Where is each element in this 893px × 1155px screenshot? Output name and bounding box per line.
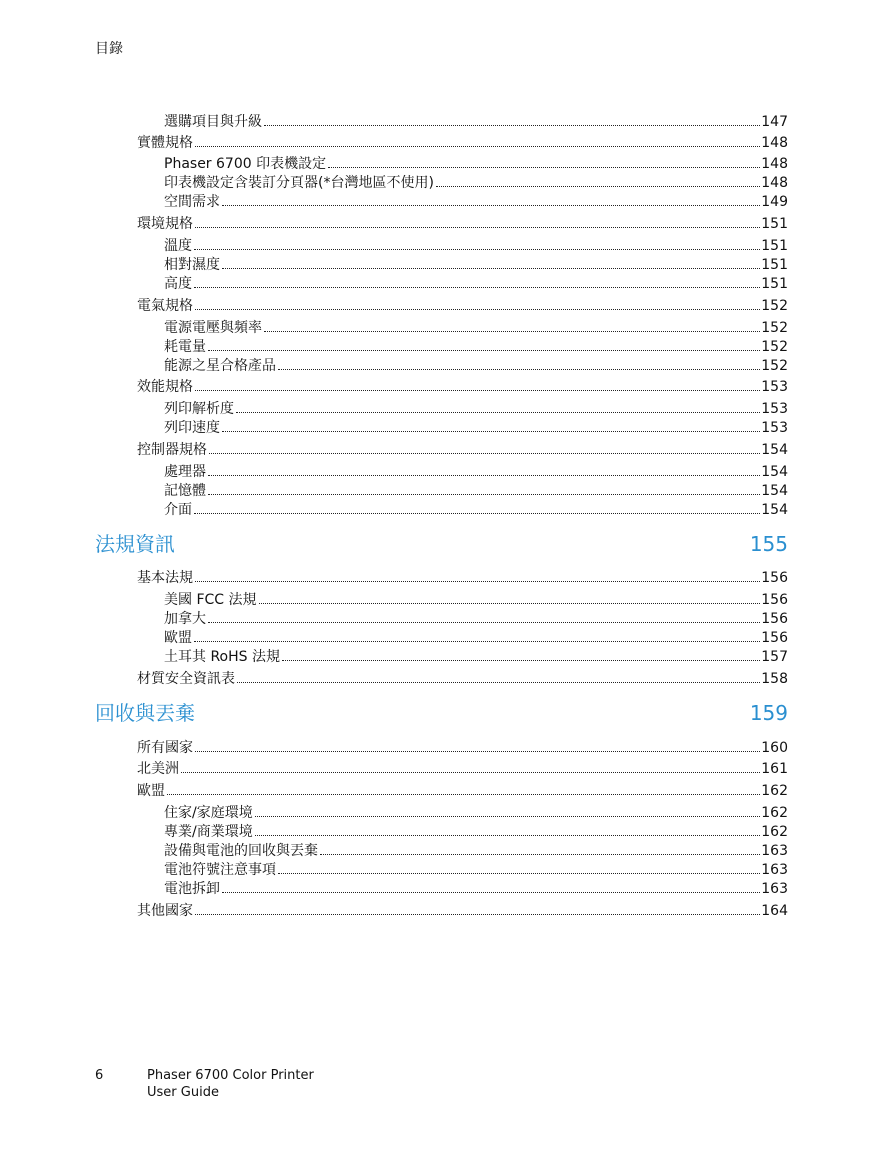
dot-leader bbox=[255, 834, 761, 836]
toc-entry-page: 158 bbox=[761, 671, 788, 687]
toc-entry-page: 163 bbox=[761, 862, 788, 878]
section-heading[interactable] bbox=[95, 532, 788, 556]
toc-entry[interactable] bbox=[164, 256, 788, 274]
toc-entry-page: 153 bbox=[761, 420, 788, 436]
dot-leader bbox=[222, 891, 760, 893]
dot-leader bbox=[208, 493, 760, 495]
toc-entry-page: 148 bbox=[761, 156, 788, 172]
toc-entry-page: 152 bbox=[761, 320, 788, 336]
toc-entry[interactable] bbox=[164, 861, 788, 879]
toc-entry[interactable] bbox=[137, 378, 788, 396]
toc-entry-label: 所有國家 bbox=[137, 740, 193, 756]
toc-entry[interactable] bbox=[137, 569, 788, 587]
toc-entry[interactable] bbox=[137, 215, 788, 233]
dot-leader bbox=[195, 145, 760, 147]
toc-entry-label: 土耳其 RoHS 法規 bbox=[164, 649, 280, 665]
section-heading-title: 法規資訊 bbox=[95, 532, 175, 556]
toc-entry[interactable] bbox=[137, 297, 788, 315]
toc-entry[interactable] bbox=[164, 357, 788, 375]
toc-entry-page: 154 bbox=[761, 442, 788, 458]
toc-entry-label: 效能規格 bbox=[137, 379, 193, 395]
toc-entry-page: 151 bbox=[761, 276, 788, 292]
toc-entry-label: 專業/商業環境 bbox=[164, 824, 253, 840]
toc-entry-label: 記憶體 bbox=[164, 483, 206, 499]
toc-entry-page: 149 bbox=[761, 194, 788, 210]
dot-leader bbox=[222, 430, 760, 432]
section-heading-page: 155 bbox=[749, 532, 788, 556]
toc-entry[interactable] bbox=[164, 648, 788, 666]
dot-leader bbox=[320, 853, 760, 855]
toc-entry[interactable] bbox=[164, 591, 788, 609]
dot-leader bbox=[278, 368, 760, 370]
dot-leader bbox=[181, 771, 760, 773]
dot-leader bbox=[208, 474, 760, 476]
toc-entry-page: 163 bbox=[761, 881, 788, 897]
toc-entry-page: 162 bbox=[761, 824, 788, 840]
toc-entry-label: 住家/家庭環境 bbox=[164, 805, 253, 821]
dot-leader bbox=[255, 815, 761, 817]
dot-leader bbox=[195, 750, 760, 752]
toc-entry[interactable] bbox=[137, 782, 788, 800]
toc-entry[interactable] bbox=[164, 842, 788, 860]
footer-page-number: 6 bbox=[95, 1068, 104, 1083]
toc-entry-label: 環境規格 bbox=[137, 216, 193, 232]
toc-entry-page: 156 bbox=[761, 630, 788, 646]
dot-leader bbox=[237, 681, 760, 683]
dot-leader bbox=[264, 124, 760, 126]
footer-product-info bbox=[147, 1067, 447, 1101]
dot-leader bbox=[222, 204, 760, 206]
toc-entry-page: 162 bbox=[761, 805, 788, 821]
toc-entry-page: 151 bbox=[761, 216, 788, 232]
toc-entry[interactable] bbox=[164, 155, 788, 173]
toc-entry-page: 162 bbox=[761, 783, 788, 799]
toc-entry-label: 介面 bbox=[164, 502, 192, 518]
dot-leader bbox=[195, 913, 760, 915]
dot-leader bbox=[194, 640, 760, 642]
toc-entry-label: 選購項目與升級 bbox=[164, 114, 262, 130]
toc-entry-label: 控制器規格 bbox=[137, 442, 207, 458]
toc-entry[interactable] bbox=[164, 880, 788, 898]
toc-entry-label: 能源之星合格產品 bbox=[164, 358, 276, 374]
dot-leader bbox=[195, 389, 760, 391]
toc-entry[interactable] bbox=[164, 823, 788, 841]
toc-entry[interactable] bbox=[164, 610, 788, 628]
toc-entry-label: 電源電壓與頻率 bbox=[164, 320, 262, 336]
toc-entry[interactable] bbox=[164, 629, 788, 647]
toc-entry[interactable] bbox=[164, 275, 788, 293]
toc-entry-label: 印表機設定含裝訂分頁器(*台灣地區不使用) bbox=[164, 175, 434, 191]
dot-leader bbox=[194, 512, 760, 514]
toc-entry-label: 列印解析度 bbox=[164, 401, 234, 417]
toc-entry[interactable] bbox=[164, 113, 788, 131]
dot-leader bbox=[328, 166, 760, 168]
dot-leader bbox=[195, 580, 760, 582]
dot-leader bbox=[222, 267, 760, 269]
toc-entry-page: 154 bbox=[761, 464, 788, 480]
toc-entry-page: 156 bbox=[761, 592, 788, 608]
toc-entry[interactable] bbox=[164, 174, 788, 192]
dot-leader bbox=[194, 248, 760, 250]
toc-entry[interactable] bbox=[137, 441, 788, 459]
toc-entry[interactable] bbox=[164, 501, 788, 519]
dot-leader bbox=[208, 349, 760, 351]
dot-leader bbox=[278, 872, 760, 874]
toc-entry[interactable] bbox=[137, 760, 788, 778]
toc-entry[interactable] bbox=[164, 338, 788, 356]
toc-entry[interactable] bbox=[164, 804, 788, 822]
toc-entry-page: 154 bbox=[761, 483, 788, 499]
dot-leader bbox=[236, 411, 760, 413]
toc-entry[interactable] bbox=[164, 419, 788, 437]
dot-leader bbox=[436, 185, 760, 187]
toc-entry-label: 歐盟 bbox=[164, 630, 192, 646]
toc-entry-page: 152 bbox=[761, 298, 788, 314]
toc-entry-page: 148 bbox=[761, 135, 788, 151]
toc-entry-label: Phaser 6700 印表機設定 bbox=[164, 156, 327, 172]
dot-leader bbox=[282, 659, 760, 661]
toc-entry-label: 設備與電池的回收與丟棄 bbox=[164, 843, 318, 859]
dot-leader bbox=[209, 452, 760, 454]
toc-entry[interactable] bbox=[164, 237, 788, 255]
toc-entry-page: 164 bbox=[761, 903, 788, 919]
toc-entry-page: 151 bbox=[761, 257, 788, 273]
toc-entry-page: 156 bbox=[761, 611, 788, 627]
toc-entry-page: 147 bbox=[761, 114, 788, 130]
dot-leader bbox=[195, 308, 760, 310]
section-heading[interactable] bbox=[95, 701, 788, 725]
toc-entry-label: 電池符號注意事項 bbox=[164, 862, 276, 878]
toc-entry[interactable] bbox=[164, 400, 788, 418]
toc-entry[interactable] bbox=[164, 193, 788, 211]
toc-entry-label: 耗電量 bbox=[164, 339, 206, 355]
toc-entry[interactable] bbox=[164, 463, 788, 481]
toc-entry[interactable] bbox=[137, 134, 788, 152]
toc-entry-label: 基本法規 bbox=[137, 570, 193, 586]
toc-entry-page: 163 bbox=[761, 843, 788, 859]
toc-entry-label: 溫度 bbox=[164, 238, 192, 254]
toc-entry-label: 高度 bbox=[164, 276, 192, 292]
footer-guide-name: User Guide bbox=[147, 1085, 219, 1100]
toc-entry-page: 153 bbox=[761, 401, 788, 417]
dot-leader bbox=[259, 602, 761, 604]
toc-entry-label: 列印速度 bbox=[164, 420, 220, 436]
toc-entry-label: 電池拆卸 bbox=[164, 881, 220, 897]
section-heading-page: 159 bbox=[749, 701, 788, 725]
dot-leader bbox=[264, 330, 760, 332]
toc-entry-label: 美國 FCC 法規 bbox=[164, 592, 257, 608]
toc-entry-label: 電氣規格 bbox=[137, 298, 193, 314]
toc-entry-page: 152 bbox=[761, 339, 788, 355]
toc-entry-page: 156 bbox=[761, 570, 788, 586]
dot-leader bbox=[208, 621, 760, 623]
toc-entry-label: 其他國家 bbox=[137, 903, 193, 919]
toc-entry[interactable] bbox=[137, 670, 788, 688]
toc-entry-page: 160 bbox=[761, 740, 788, 756]
toc-entry-label: 相對濕度 bbox=[164, 257, 220, 273]
toc-entry-page: 161 bbox=[761, 761, 788, 777]
toc-entry-label: 加拿大 bbox=[164, 611, 206, 627]
toc-entry[interactable] bbox=[137, 902, 788, 920]
toc-entry-label: 歐盟 bbox=[137, 783, 165, 799]
toc-entry-page: 157 bbox=[761, 649, 788, 665]
toc-entry-page: 148 bbox=[761, 175, 788, 191]
toc-entry[interactable] bbox=[164, 319, 788, 337]
toc-entry-page: 151 bbox=[761, 238, 788, 254]
toc-entry-label: 材質安全資訊表 bbox=[137, 671, 235, 687]
toc-entry-page: 153 bbox=[761, 379, 788, 395]
toc-entry-label: 北美洲 bbox=[137, 761, 179, 777]
dot-leader bbox=[194, 286, 760, 288]
toc-entry-page: 154 bbox=[761, 502, 788, 518]
toc-entry[interactable] bbox=[137, 739, 788, 757]
toc-entry[interactable] bbox=[164, 482, 788, 500]
dot-leader bbox=[167, 793, 760, 795]
toc-entry-label: 處理器 bbox=[164, 464, 206, 480]
section-heading-title: 回收與丟棄 bbox=[95, 701, 195, 725]
toc-entry-page: 152 bbox=[761, 358, 788, 374]
dot-leader bbox=[195, 226, 760, 228]
running-header: 目錄 bbox=[95, 41, 123, 57]
toc-entry-label: 實體規格 bbox=[137, 135, 193, 151]
footer-product-name: Phaser 6700 Color Printer bbox=[147, 1068, 314, 1083]
toc-entry-label: 空間需求 bbox=[164, 194, 220, 210]
